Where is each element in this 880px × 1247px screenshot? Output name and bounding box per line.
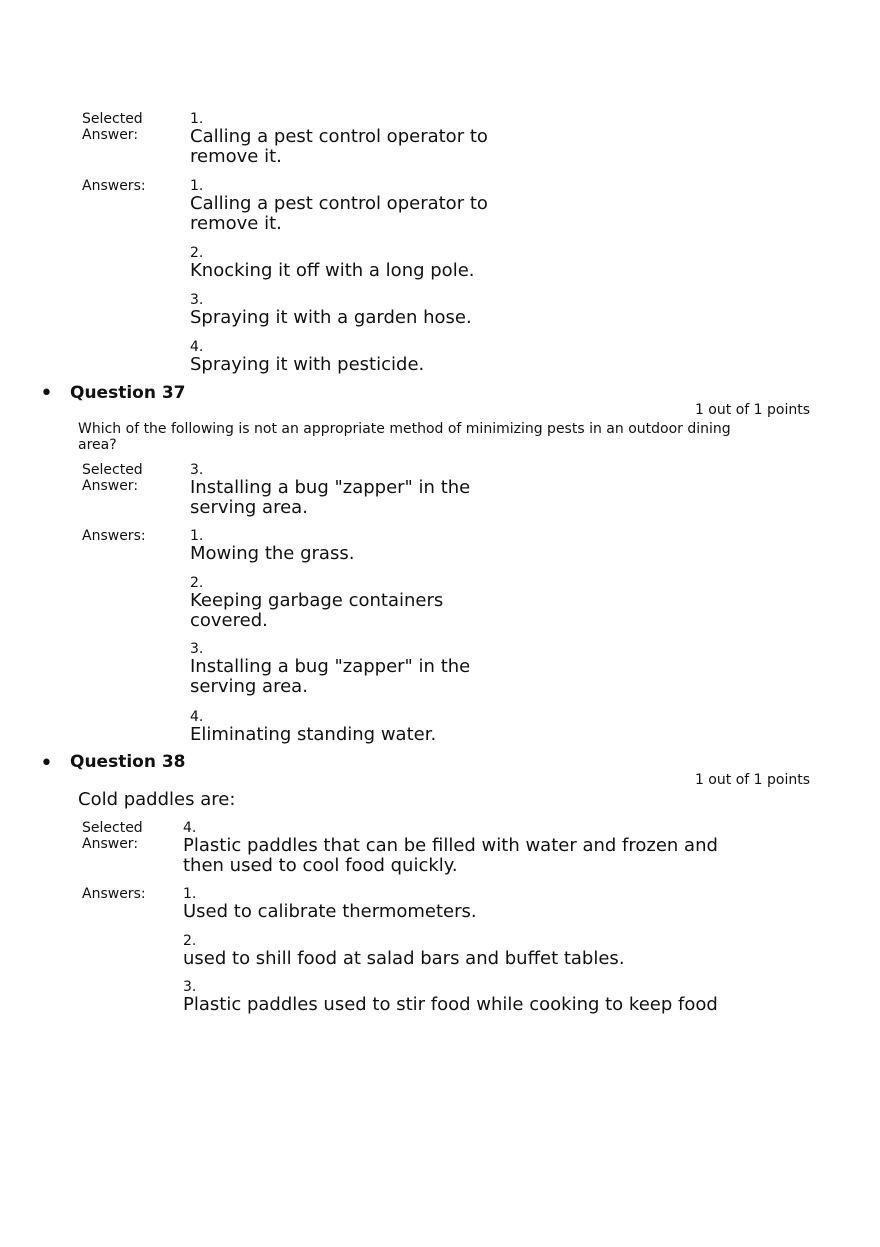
q37-points: 1 out of 1 points [694,402,810,418]
option-number: 4. [190,339,204,355]
prompt-line: area? [78,437,117,453]
q38-prompt: Cold paddles are: [78,789,236,810]
q38-selected-answer-label [82,820,143,852]
prompt-line: Which of the following is not an appropriate method of minimizing pests in an outdoor dining [78,421,731,437]
q37-title: Question 37 [70,383,186,403]
option-text-line: Keeping garbage containers [190,590,444,611]
q36-selected-answer-label [82,111,143,143]
q36-answer-option [190,292,472,328]
option-number: 2. [190,575,204,591]
option-text-line: Used to calibrate thermometers. [183,901,477,922]
label-line: Selected [82,111,143,127]
option-text-line: Installing a bug "zapper" in the [190,477,471,498]
option-text-line: serving area. [190,497,308,518]
label-line: Selected [82,462,143,478]
option-text-line: Plastic paddles that can be filled with water and frozen and [183,835,718,856]
q36-answers-label: Answers: [82,178,146,194]
q36-answer-option [190,178,488,234]
q38-answers-label: Answers: [82,886,146,902]
q37-selected-answer-label [82,462,143,494]
option-number: 4. [183,820,197,836]
option-text-line: Eliminating standing water. [190,724,437,745]
q36-answer-option [190,245,474,281]
q37-answers-label: Answers: [82,528,146,544]
q37-answer-option [190,641,470,697]
q38-answer-option [183,886,477,922]
option-text-line: Installing a bug "zapper" in the [190,656,471,677]
q37-answer-option [190,709,436,745]
q38-bullet: • [40,751,53,776]
label-line: Selected [82,820,143,836]
option-number: 1. [190,111,204,127]
q37-selected-answer [190,462,470,518]
q38-selected-answer [183,820,718,876]
option-number: 3. [190,292,204,308]
option-text-line: Calling a pest control operator to [190,193,488,214]
q37-bullet: • [40,381,53,406]
option-text-line: remove it. [190,146,282,167]
option-number: 4. [190,709,204,725]
option-number: 2. [190,245,204,261]
option-text-line: used to shill food at salad bars and buffet tables. [183,948,625,969]
option-text-line: then used to cool food quickly. [183,855,458,876]
option-text-line: remove it. [190,213,282,234]
option-text-line: covered. [190,610,268,631]
q38-answer-option [183,979,718,1015]
option-text-line: Spraying it with pesticide. [190,354,425,375]
q37-prompt [78,421,738,453]
label-line: Answer: [82,478,139,494]
option-text-line: Mowing the grass. [190,543,355,564]
option-number: 1. [190,528,204,544]
q38-points: 1 out of 1 points [694,772,810,788]
option-number: 3. [190,462,204,478]
q37-answer-option [190,528,354,564]
q38-title: Question 38 [70,752,186,772]
q37-answer-option [190,575,443,631]
option-number: 1. [183,886,197,902]
option-text-line: Plastic paddles used to stir food while cooking to keep food [183,994,718,1015]
option-text-line: serving area. [190,676,308,697]
option-number: 3. [183,979,197,995]
label-line: Answer: [82,836,139,852]
option-text-line: Spraying it with a garden hose. [190,307,472,328]
label-line: Answer: [82,127,139,143]
q36-selected-answer [190,111,488,167]
option-number: 3. [190,641,204,657]
option-text-line: Calling a pest control operator to [190,126,488,147]
q38-answer-option [183,933,625,969]
option-text-line: Knocking it off with a long pole. [190,260,475,281]
option-number: 1. [190,178,204,194]
option-number: 2. [183,933,197,949]
q36-answer-option [190,339,424,375]
